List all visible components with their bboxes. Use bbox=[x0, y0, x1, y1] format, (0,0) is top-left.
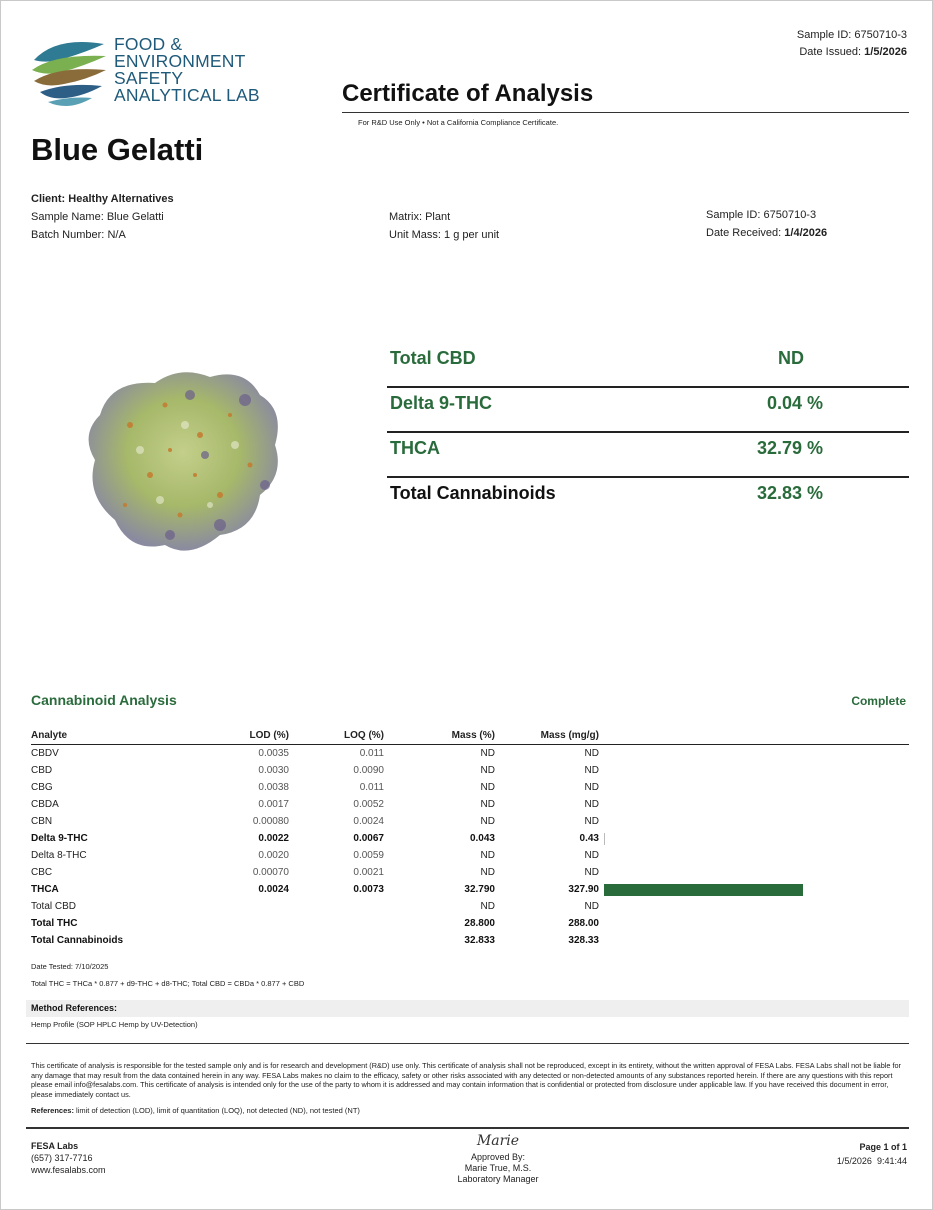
mass-pct-cell: ND bbox=[480, 901, 495, 912]
lab-phone: (657) 317-7716 bbox=[31, 1153, 93, 1163]
approver-name: Marie True, M.S. bbox=[464, 1163, 532, 1173]
header-lod: LOD (%) bbox=[249, 730, 289, 741]
mass-pct-cell: ND bbox=[480, 816, 495, 827]
signature: Marie bbox=[476, 1133, 520, 1149]
summary-row-thca bbox=[387, 433, 909, 478]
date-tested: Date Tested: 7/10/2025 bbox=[31, 962, 109, 971]
header-mass-mg: Mass (mg/g) bbox=[540, 730, 599, 741]
lod-cell: 0.0024 bbox=[258, 884, 289, 895]
sample-name-label: Sample Name: bbox=[31, 211, 104, 223]
mass-mg-cell: ND bbox=[584, 816, 599, 827]
table-row bbox=[31, 813, 909, 830]
mass-mg-cell: 288.00 bbox=[568, 918, 599, 929]
unit-mass-value: 1 g per unit bbox=[444, 229, 500, 241]
logo-line: ANALYTICAL LAB bbox=[114, 85, 260, 105]
approver-title: Laboratory Manager bbox=[457, 1174, 539, 1184]
loq-cell: 0.0059 bbox=[353, 850, 384, 861]
page-number: Page 1 of 1 bbox=[859, 1142, 907, 1152]
summary-value: 32.83 % bbox=[756, 483, 823, 503]
table-row bbox=[31, 915, 909, 932]
table-row bbox=[31, 796, 909, 813]
header-sample-info bbox=[797, 27, 907, 61]
matrix-value: Plant bbox=[425, 211, 451, 223]
analyte-cell: CBDV bbox=[31, 748, 59, 759]
mass-mg-cell: 327.90 bbox=[568, 884, 599, 895]
sample-id-value: 6750710-3 bbox=[763, 209, 817, 221]
fesa-logo-icon bbox=[26, 26, 110, 110]
analyte-cell: Total THC bbox=[31, 918, 78, 929]
lod-cell: 0.0030 bbox=[258, 765, 289, 776]
mass-mg-cell: ND bbox=[584, 901, 599, 912]
mass-mg-cell: ND bbox=[584, 782, 599, 793]
references-text: limit of detection (LOD), limit of quantitation (LOQ), not detected (ND), not tested (NT) bbox=[76, 1106, 360, 1115]
cannabinoid-table bbox=[31, 729, 909, 949]
mass-mg-cell: ND bbox=[584, 765, 599, 776]
summary-value: 32.79 % bbox=[756, 438, 823, 458]
loq-cell: 0.0024 bbox=[353, 816, 384, 827]
loq-cell: 0.0067 bbox=[353, 833, 384, 844]
lab-name: FESA Labs bbox=[31, 1141, 79, 1151]
matrix-info bbox=[389, 208, 499, 244]
mass-mg-cell: ND bbox=[584, 799, 599, 810]
footer-date: 1/5/2026 bbox=[836, 1156, 872, 1166]
mass-mg-cell: 328.33 bbox=[568, 935, 599, 946]
table-row bbox=[31, 762, 909, 779]
disclaimer-text: This certificate of analysis is responsible for the tested sample only and is for research and development (R&D) use only. This certificate of analysis shall not be reproduced, except in its entirety, without the written approval of FESA Labs. FESA Labs shall not be liable for any damage that may result from the data contained herein in any way. FESA Labs makes no claim to the efficacy, safety or other risks associated with any detected or non-detected amounts of any substances reported herein. If there are any questions with this report please email info@fesalabs.com. This certificate of analysis is intended only for the use of the party to whom it is addressed and may contain information that is confidential or protected from disclosure under applicable law. If you have received this document in error, please immediately contact us. bbox=[31, 1061, 901, 1099]
mass-pct-cell: 28.800 bbox=[464, 918, 495, 929]
batch-label: Batch Number: bbox=[31, 229, 105, 241]
table-row bbox=[31, 745, 909, 762]
sample-id-label: Sample ID: bbox=[706, 209, 761, 221]
summary-row-total-cbd bbox=[387, 343, 909, 388]
table-row bbox=[31, 830, 909, 847]
batch-value: N/A bbox=[107, 229, 126, 241]
analysis-title: Cannabinoid Analysis bbox=[31, 692, 177, 708]
table-row bbox=[31, 864, 909, 881]
analyte-cell: Delta 8-THC bbox=[31, 850, 87, 861]
analyte-cell: Total CBD bbox=[31, 901, 77, 912]
approval-block bbox=[420, 1133, 576, 1185]
date-issued-value: 1/5/2026 bbox=[864, 46, 907, 58]
unit-mass-label: Unit Mass: bbox=[389, 229, 441, 241]
analysis-status: Complete bbox=[851, 694, 906, 708]
sample-name-value: Blue Gelatti bbox=[106, 211, 164, 223]
sample-receipt-info bbox=[706, 206, 827, 242]
date-issued-label: Date Issued: bbox=[799, 46, 862, 58]
compliance-note: For R&D Use Only • Not a California Compliance Certificate. bbox=[358, 118, 559, 127]
table-row bbox=[31, 779, 909, 796]
lab-contact bbox=[31, 1140, 106, 1176]
date-received-label: Date Received: bbox=[706, 227, 782, 239]
mass-pct-cell: 32.790 bbox=[464, 884, 495, 895]
analyte-cell: CBDA bbox=[31, 799, 59, 810]
summary-value: 0.04 % bbox=[766, 393, 823, 413]
sample-id-label: Sample ID: bbox=[796, 29, 852, 41]
summary-row-delta9-thc bbox=[387, 388, 909, 433]
mass-pct-cell: ND bbox=[480, 850, 495, 861]
lod-cell: 0.0035 bbox=[258, 748, 289, 759]
method-header-label: Method References: bbox=[31, 1003, 118, 1013]
product-photo bbox=[70, 355, 310, 570]
lab-website: www.fesalabs.com bbox=[31, 1165, 106, 1175]
references-label: References: bbox=[31, 1106, 74, 1115]
logo-line: ENVIRONMENT bbox=[114, 51, 246, 71]
summary-label: Total Cannabinoids bbox=[390, 483, 556, 503]
table-row bbox=[31, 847, 909, 864]
summary-row-total-cannabinoids bbox=[387, 478, 909, 521]
divider bbox=[26, 1043, 909, 1044]
analyte-cell: Total Cannabinoids bbox=[31, 935, 124, 946]
approved-by-label: Approved By: bbox=[470, 1152, 526, 1162]
table-body bbox=[31, 745, 909, 949]
footer-time: 9:41:44 bbox=[876, 1156, 907, 1166]
lod-cell: 0.0038 bbox=[258, 782, 289, 793]
header-loq: LOQ (%) bbox=[344, 730, 384, 741]
mass-pct-cell: ND bbox=[480, 782, 495, 793]
lod-cell: 0.0020 bbox=[258, 850, 289, 861]
table-row bbox=[31, 881, 909, 898]
divider bbox=[342, 112, 909, 113]
analyte-cell: CBN bbox=[31, 816, 53, 827]
analyte-cell: CBG bbox=[31, 782, 53, 793]
lod-cell: 0.00080 bbox=[252, 816, 289, 827]
loq-cell: 0.0073 bbox=[353, 884, 384, 895]
mass-pct-cell: 32.833 bbox=[464, 935, 495, 946]
mass-pct-cell: 0.043 bbox=[469, 833, 495, 844]
client-value: Healthy Alternatives bbox=[68, 193, 174, 205]
loq-cell: 0.0052 bbox=[353, 799, 384, 810]
mass-pct-cell: ND bbox=[480, 765, 495, 776]
loq-cell: 0.0090 bbox=[353, 765, 384, 776]
table-row bbox=[31, 898, 909, 915]
header-mass-pct: Mass (%) bbox=[451, 730, 495, 741]
date-received-value: 1/4/2026 bbox=[784, 227, 828, 239]
analyte-cell: Delta 9-THC bbox=[31, 833, 88, 844]
logo-line: SAFETY bbox=[114, 68, 184, 88]
certificate-title: Certificate of Analysis bbox=[342, 80, 594, 107]
client-info bbox=[31, 190, 174, 244]
summary-value: ND bbox=[778, 348, 804, 368]
footer-divider bbox=[26, 1127, 909, 1129]
lod-cell: 0.00070 bbox=[252, 867, 289, 878]
lod-cell: 0.0017 bbox=[258, 799, 289, 810]
summary-label: Delta 9-THC bbox=[390, 393, 493, 413]
summary-label: Total CBD bbox=[390, 348, 476, 368]
summary-label: THCA bbox=[390, 438, 440, 458]
header-analyte: Analyte bbox=[31, 730, 68, 741]
references bbox=[31, 1106, 360, 1115]
mass-pct-cell: ND bbox=[480, 799, 495, 810]
logo-text bbox=[114, 36, 260, 104]
table-row bbox=[31, 932, 909, 949]
page-info bbox=[837, 1140, 907, 1168]
mass-mg-cell: ND bbox=[584, 850, 599, 861]
lod-cell: 0.0022 bbox=[258, 833, 289, 844]
sample-id-value: 6750710-3 bbox=[854, 29, 907, 41]
potency-summary bbox=[387, 343, 909, 521]
logo-line: FOOD & bbox=[114, 34, 183, 54]
mass-pct-cell: ND bbox=[480, 748, 495, 759]
mass-bar bbox=[604, 884, 803, 896]
client-label: Client: bbox=[31, 193, 66, 205]
matrix-label: Matrix: bbox=[389, 211, 422, 223]
mass-mg-cell: ND bbox=[584, 867, 599, 878]
method-references-body: Hemp Profile (SOP HPLC Hemp by UV-Detection) bbox=[31, 1020, 198, 1029]
loq-cell: 0.011 bbox=[359, 748, 384, 759]
mass-mg-cell: 0.43 bbox=[579, 833, 599, 844]
table-header bbox=[31, 729, 909, 745]
loq-cell: 0.0021 bbox=[353, 867, 384, 878]
analyte-cell: THCA bbox=[31, 884, 59, 895]
analyte-cell: CBD bbox=[31, 765, 53, 776]
mass-pct-cell: ND bbox=[480, 867, 495, 878]
loq-cell: 0.011 bbox=[359, 782, 384, 793]
total-formula: Total THC = THCa * 0.877 + d9-THC + d8-THC; Total CBD = CBDa * 0.877 + CBD bbox=[31, 979, 305, 988]
mass-bar bbox=[604, 833, 605, 845]
product-name: Blue Gelatti bbox=[31, 132, 204, 167]
mass-mg-cell: ND bbox=[584, 748, 599, 759]
method-references-header bbox=[26, 1000, 909, 1017]
analyte-cell: CBC bbox=[31, 867, 53, 878]
